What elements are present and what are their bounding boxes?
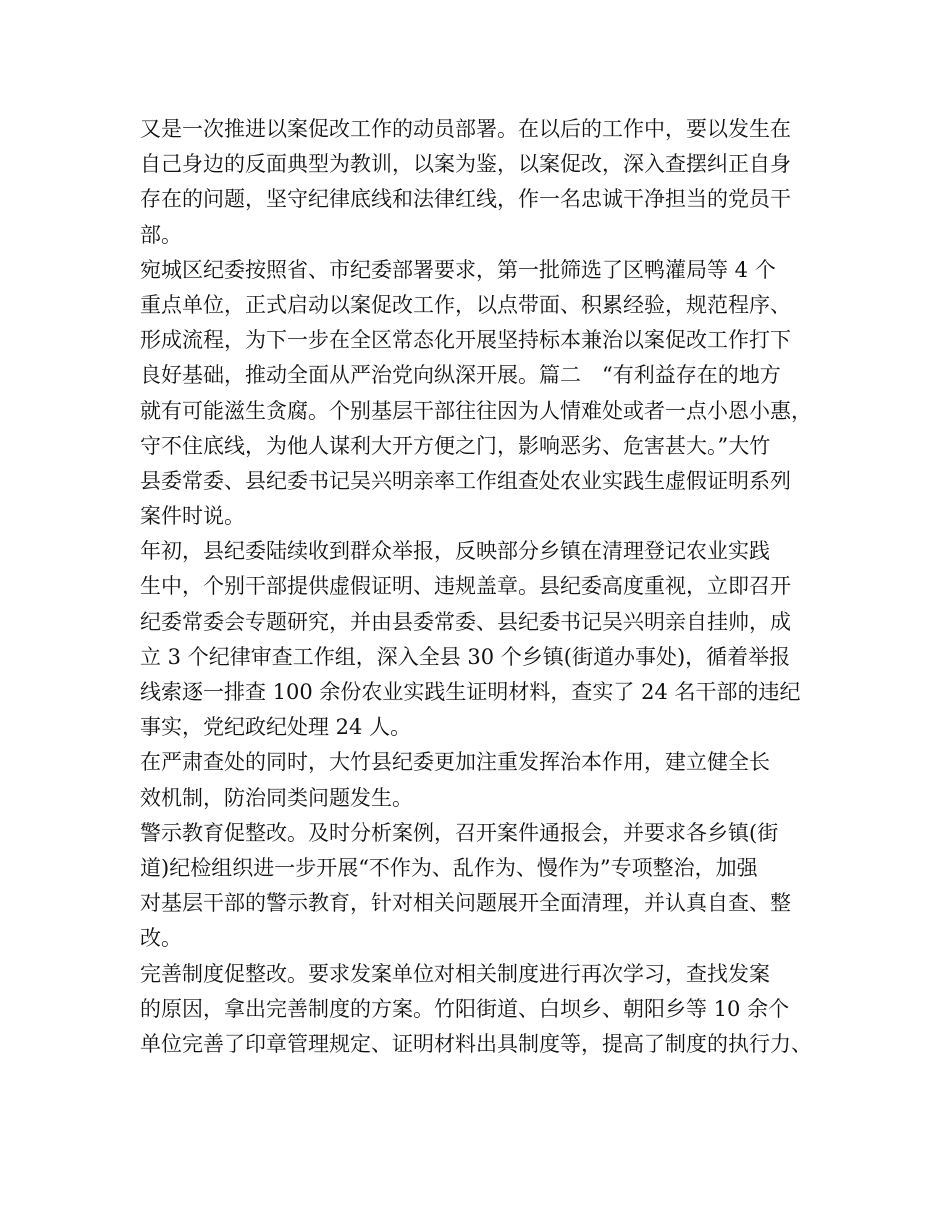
text-line: 对基层干部的警示教育，针对相关问题展开全面清理，并认真自查、整 xyxy=(140,891,791,916)
text-line: 警示教育促整改。及时分析案例，召开案件通报会，并要求各乡镇(街 xyxy=(140,820,779,845)
text-line: 良好基础，推动全面从严治党向纵深开展。篇二 “有利益存在的地方 xyxy=(140,363,781,388)
document-body xyxy=(140,112,820,1062)
text-line: 就有可能滋生贪腐。个别基层干部往往因为人情难处或者一点小恩小惠， xyxy=(140,398,812,423)
text-line: 形成流程，为下一步在全区常态化开展坚持标本兼治以案促改工作打下 xyxy=(140,328,791,353)
text-line: 又是一次推进以案促改工作的动员部署。在以后的工作中，要以发生在 xyxy=(140,117,791,141)
text-line: 改。 xyxy=(140,926,182,951)
text-line: 在严肃查处的同时，大竹县纪委更加注重发挥治本作用，建立健全长 xyxy=(140,750,770,775)
text-line: 纪委常委会专题研究，并由县委常委、县纪委书记吴兴明亲自挂帅，成 xyxy=(140,609,791,634)
text-line: 宛城区纪委按照省、市纪委部署要求，第一批筛选了区鸭灌局等 4 个 xyxy=(140,257,776,282)
text-line: 线索逐一排查 100 余份农业实践生证明材料，查实了 24 名干部的违纪 xyxy=(140,680,801,704)
text-line: 年初，县纪委陆续收到群众举报，反映部分乡镇在清理登记农业实践 xyxy=(140,539,770,564)
text-line: 生中，个别干部提供虚假证明、违规盖章。县纪委高度重视，立即召开 xyxy=(140,574,791,599)
text-line: 完善制度促整改。要求发案单位对相关制度进行再次学习，查找发案 xyxy=(140,961,770,986)
text-line: 存在的问题，坚守纪律底线和法律红线，作一名忠诚干净担当的党员干 xyxy=(140,187,791,212)
text-line: 自己身边的反面典型为教训，以案为鉴，以案促改，深入查摆纠正自身 xyxy=(140,152,791,177)
text-line: 重点单位，正式启动以案促改工作，以点带面、积累经验，规范程序、 xyxy=(140,292,791,317)
text-line: 案件时说。 xyxy=(140,504,245,529)
text-line: 立 3 个纪律审查工作组，深入全县 30 个乡镇(街道办事处)，循着举报 xyxy=(140,644,791,669)
text-line: 单位完善了印章管理规定、证明材料出具制度等，提高了制度的执行力、 xyxy=(140,1031,812,1056)
text-line: 道)纪检组织进一步开展“不作为、乱作为、慢作为”专项整治，加强 xyxy=(140,855,758,880)
text-line: 部。 xyxy=(140,222,182,247)
text-line: 的原因，拿出完善制度的方案。竹阳街道、白坝乡、朝阳乡等 10 余个 xyxy=(140,996,790,1021)
text-line: 守不住底线，为他人谋利大开方便之门，影响恶劣、危害甚大。”大竹 xyxy=(140,433,771,458)
text-line: 事实，党纪政纪处理 24 人。 xyxy=(140,715,412,740)
text-line: 县委常委、县纪委书记吴兴明亲率工作组查处农业实践生虚假证明系列 xyxy=(140,468,791,493)
text-line: 效机制，防治同类问题发生。 xyxy=(140,785,413,810)
